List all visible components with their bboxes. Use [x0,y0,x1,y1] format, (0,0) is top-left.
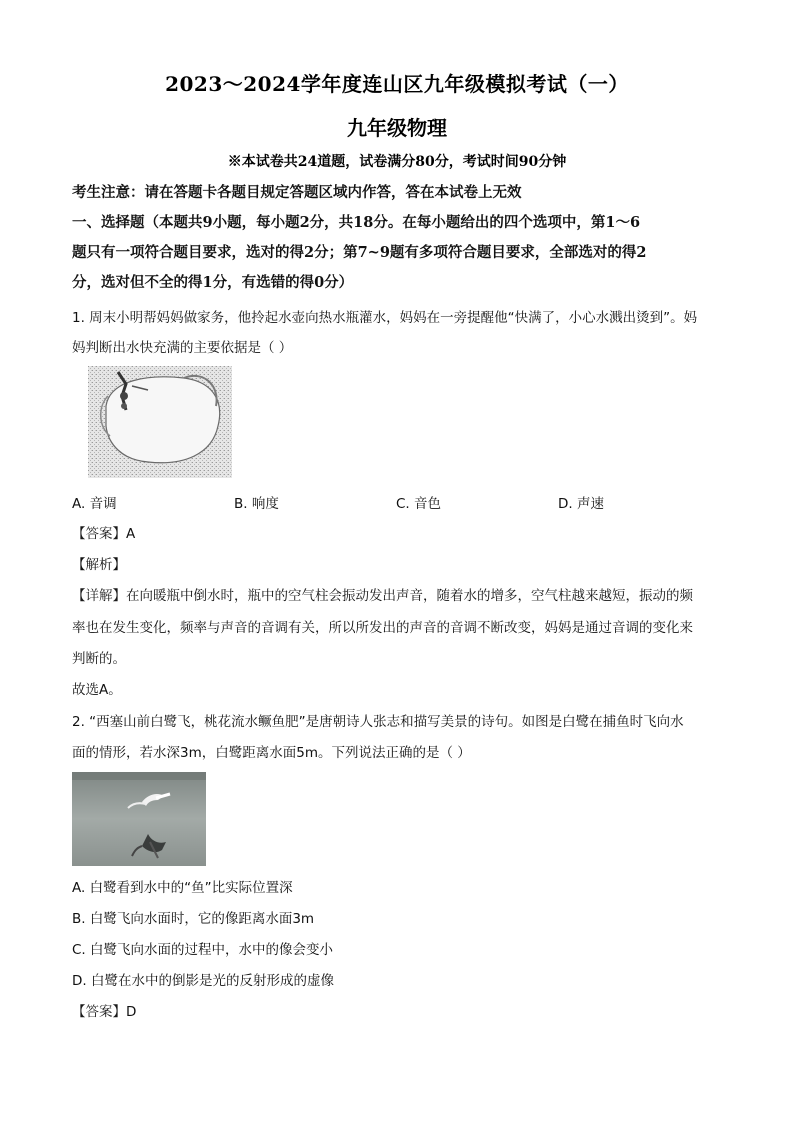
q2-option-b: B. 白鹭飞向水面时，它的像距离水面3m [72,911,315,927]
q1-detail-line-1 [72,586,722,606]
section-instructions-line-3: 分，选对但不全的得1分，有选错的得0分） [72,274,354,291]
q2-answer-value: D [126,1004,137,1020]
q1-analysis-tag: 【解析】 [72,557,126,573]
q1-detail-line-2: 率也在发生变化，频率与声音的音调有关，所以所发出的声音的音调不断改变，妈妈是通过音调的变化来 [72,620,693,636]
q1-stem-line-1: 1. 周末小明帮妈妈做家务，他拎起水壶向热水瓶灌水，妈妈在一旁提醒他“快满了，小心水溅出烫到”。妈 [72,310,698,326]
section-instructions-line-2: 题只有一项符合题目要求，选对的得2分；第7~9题有多项符合题目要求，全部选对的得2 [72,244,647,261]
exam-subject: 九年级物理 [347,116,447,140]
q2-option-c: C. 白鹭飞向水面的过程中，水中的像会变小 [72,942,334,958]
exam-note: ※本试卷共24道题，试卷满分80分，考试时间90分钟 [227,154,567,170]
q1-answer-tag: 【答案】 [72,526,126,542]
q2-stem-line-1: 2. “西塞山前白鹭飞，桃花流水鳜鱼肥”是唐朝诗人张志和描写美景的诗句。如图是白鹭在捕鱼时飞向水 [72,714,684,730]
q1-option-b: B. 响度 [234,496,279,512]
q1-detail-tag: 【详解】 [72,588,126,604]
q1-stem-line-2: 妈判断出水快充满的主要依据是（ ） [72,340,293,356]
q2-stem-line-2: 面的情形，若水深3m，白鹭距离水面5m。下列说法正确的是（ ） [72,745,471,761]
q2-option-a: A. 白鹭看到水中的“鱼”比实际位置深 [72,880,293,896]
q1-answer-value: A [126,526,136,542]
q2-egret-photo [72,772,206,866]
kettle-thermos-drawing [88,366,232,478]
q1-option-d: D. 声速 [558,496,604,512]
exam-title: 2023～2024学年度连山区九年级模拟考试（一） [165,72,629,96]
q1-detail-text-1: 在向暖瓶中倒水时，瓶中的空气柱会振动发出声音，随着水的增多，空气柱越来越短，振动的频 [126,588,693,604]
q2-answer-tag: 【答案】 [72,1004,126,1020]
q2-option-d: D. 白鹭在水中的倒影是光的反射形成的虚像 [72,973,334,989]
candidate-notice: 考生注意：请在答题卡各题目规定答题区域内作答，答在本试卷上无效 [72,184,522,201]
q1-conclusion: 故选A。 [72,682,122,698]
q1-detail-line-3: 判断的。 [72,651,126,667]
q1-option-c: C. 音色 [396,496,442,512]
q1-answer-line [72,524,722,544]
q1-option-a: A. 音调 [72,496,117,512]
section-instructions-line-1: 一、选择题（本题共9小题，每小题2分，共18分。在每小题给出的四个选项中，第1～6 [72,214,641,231]
q1-kettle-thermos-image [88,366,232,478]
q2-answer-line [72,1002,722,1022]
egret-photo-drawing [72,772,206,866]
